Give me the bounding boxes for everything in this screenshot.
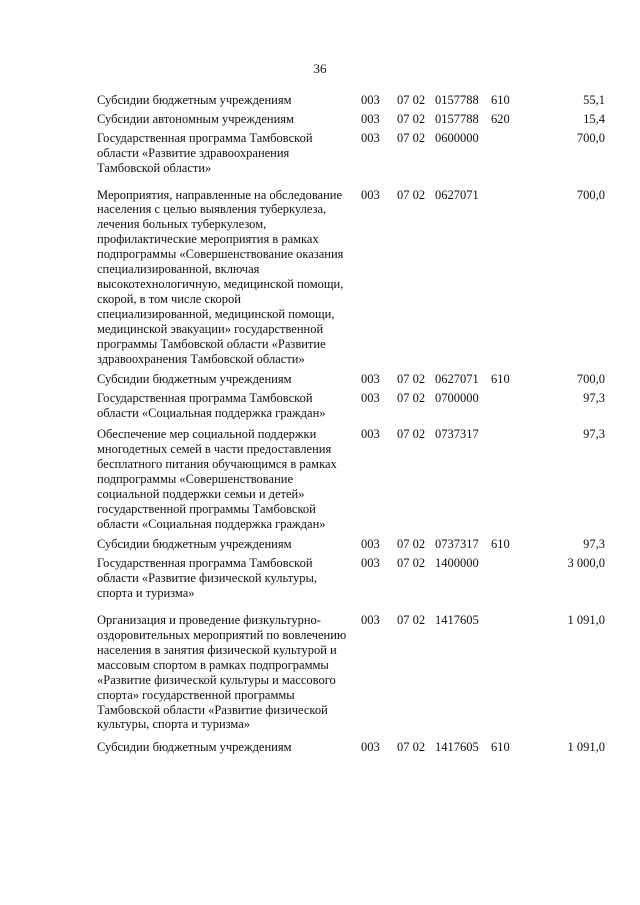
row-amount: 1 091,0 bbox=[567, 740, 605, 755]
row-name: Обеспечение мер социальной поддержки многодетных семей в части предоставления бесплатного питания обучающимся в рамках подпрограммы «Совершенствование социальной поддержки семьи и детей» государственной программы Тамбовской области «Социальная поддержка граждан» bbox=[97, 427, 337, 531]
row-target-code: 1400000 bbox=[435, 556, 479, 571]
row-amount: 1 091,0 bbox=[567, 613, 605, 628]
row-target-code: 0157788 bbox=[435, 111, 479, 126]
row-kind-code: 620 bbox=[491, 111, 510, 126]
row-section-code: 07 02 bbox=[397, 391, 426, 406]
row-name: Субсидии бюджетным учреждениям bbox=[97, 372, 292, 387]
row-section-code: 07 02 bbox=[397, 427, 426, 442]
row-section-code: 07 02 bbox=[397, 93, 426, 107]
table-row bbox=[97, 537, 607, 552]
row-name: Субсидии автономным учреждениям bbox=[97, 111, 294, 126]
row-section-code: 07 02 bbox=[397, 372, 426, 387]
row-section-code: 07 02 bbox=[397, 111, 426, 126]
row-name: Государственная программа Тамбовской области «Развитие физической культуры, спорта и туризма» bbox=[97, 556, 318, 601]
row-section-code: 07 02 bbox=[397, 130, 426, 145]
row-ministry-code: 003 bbox=[361, 372, 380, 387]
row-amount: 700,0 bbox=[576, 130, 605, 145]
row-name: Организация и проведение физкультурно-оздоровительных мероприятий по вовлечению населения в занятия физической культурой и массовым спортом в рамках подпрограммы «Развитие физической культуры и массового спорта» государственной программы Тамбовской области «Развитие физической культуры, спорта и туризма» bbox=[97, 613, 347, 732]
row-kind-code: 610 bbox=[491, 740, 510, 755]
row-amount: 97,3 bbox=[583, 537, 605, 552]
row-name: Субсидии бюджетным учреждениям bbox=[97, 740, 292, 755]
row-ministry-code: 003 bbox=[361, 427, 380, 442]
row-section-code: 07 02 bbox=[397, 187, 426, 202]
row-kind-code: 610 bbox=[491, 372, 510, 387]
table-row bbox=[97, 556, 607, 601]
row-amount: 700,0 bbox=[576, 372, 605, 387]
row-target-code: 1417605 bbox=[435, 740, 479, 755]
row-target-code: 1417605 bbox=[435, 613, 479, 628]
row-amount: 97,3 bbox=[583, 391, 605, 406]
row-ministry-code: 003 bbox=[361, 187, 380, 202]
row-ministry-code: 003 bbox=[361, 391, 380, 406]
row-ministry-code: 003 bbox=[361, 556, 380, 571]
table-row bbox=[97, 112, 607, 127]
row-section-code: 07 02 bbox=[397, 613, 426, 628]
row-section-code: 07 02 bbox=[397, 740, 426, 755]
row-target-code: 0627071 bbox=[435, 187, 479, 202]
row-section-code: 07 02 bbox=[397, 537, 426, 552]
row-amount: 55,1 bbox=[583, 93, 605, 107]
row-ministry-code: 003 bbox=[361, 93, 380, 107]
row-name: Государственная программа Тамбовской области «Социальная поддержка граждан» bbox=[97, 391, 326, 421]
table-row bbox=[97, 372, 607, 387]
row-ministry-code: 003 bbox=[361, 537, 380, 552]
row-target-code: 0700000 bbox=[435, 391, 479, 406]
row-target-code: 0737317 bbox=[435, 427, 479, 442]
row-name: Государственная программа Тамбовской области «Развитие здравоохранения Тамбовской области» bbox=[97, 130, 313, 175]
table-row bbox=[97, 740, 607, 755]
row-ministry-code: 003 bbox=[361, 613, 380, 628]
row-target-code: 0157788 bbox=[435, 93, 479, 107]
row-ministry-code: 003 bbox=[361, 740, 380, 755]
budget-table bbox=[97, 93, 607, 755]
table-row bbox=[97, 391, 607, 421]
page-number: 36 bbox=[313, 61, 327, 76]
row-target-code: 0600000 bbox=[435, 130, 479, 145]
row-section-code: 07 02 bbox=[397, 556, 426, 571]
row-amount: 700,0 bbox=[576, 187, 605, 202]
row-amount: 3 000,0 bbox=[567, 556, 605, 571]
table-row bbox=[97, 93, 607, 108]
row-target-code: 0627071 bbox=[435, 372, 479, 387]
row-kind-code: 610 bbox=[491, 93, 510, 107]
row-name: Мероприятия, направленные на обследование населения с целью выявления туберкулеза, лечения больных туберкулезом, профилактические мероприятия в рамках подпрограммы «Совершенствование оказания специализированной, включая высокотехнологичную, медицинской помощи, скорой, в том числе скорой специализированной, медицинской помощи, медицинской эвакуации» государственной программы Тамбовской области «Развитие здравоохранения Тамбовской области» bbox=[97, 187, 344, 366]
row-name: Субсидии бюджетным учреждениям bbox=[97, 93, 292, 107]
table-row bbox=[97, 613, 607, 732]
row-ministry-code: 003 bbox=[361, 111, 380, 126]
table-row bbox=[97, 131, 607, 176]
row-name: Субсидии бюджетным учреждениям bbox=[97, 537, 292, 552]
table-row bbox=[97, 427, 607, 531]
row-kind-code: 610 bbox=[491, 537, 510, 552]
row-target-code: 0737317 bbox=[435, 537, 479, 552]
row-amount: 97,3 bbox=[583, 427, 605, 442]
row-amount: 15,4 bbox=[583, 111, 605, 126]
row-ministry-code: 003 bbox=[361, 130, 380, 145]
table-row bbox=[97, 188, 607, 367]
